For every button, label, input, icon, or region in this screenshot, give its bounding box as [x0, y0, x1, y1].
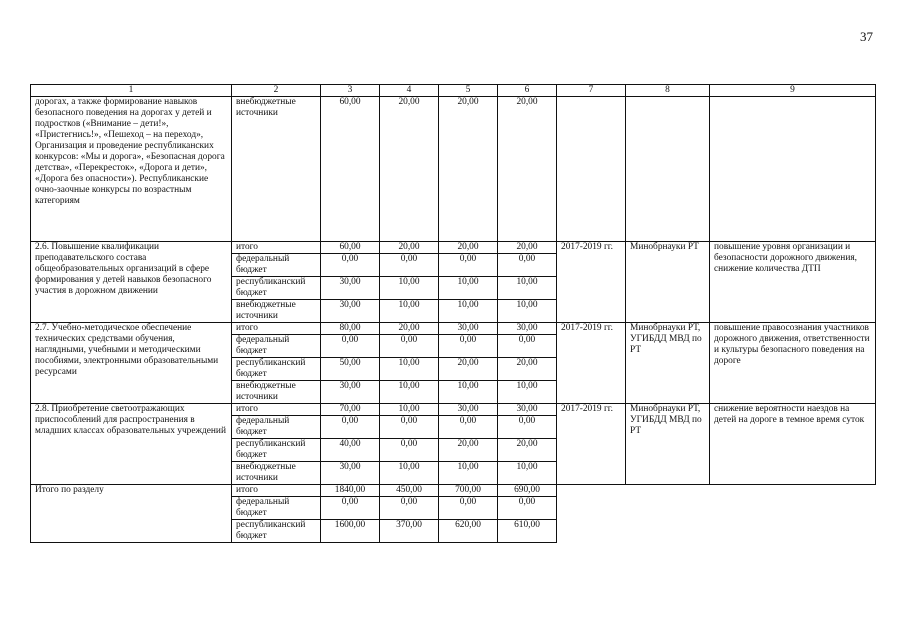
- period-cell: 2017-2019 гг.: [557, 404, 626, 485]
- header-col-3: 3: [321, 85, 380, 97]
- value-cell: 10,00: [380, 381, 439, 404]
- value-cell: 10,00: [380, 277, 439, 300]
- value-cell: 80,00: [321, 323, 380, 335]
- value-cell: 60,00: [321, 242, 380, 254]
- funding-source: внебюджетные источники: [232, 381, 321, 404]
- header-col-5: 5: [439, 85, 498, 97]
- result-cell: [710, 97, 876, 242]
- value-cell: 10,00: [498, 300, 557, 323]
- header-col-6: 6: [498, 85, 557, 97]
- measure-name: 2.6. Повышение квалификации преподавательского состава общеобразовательных организаций в сфере формирования у детей навыков безопасного участия в дорожном движении: [31, 242, 232, 323]
- value-cell: 20,00: [380, 242, 439, 254]
- executor-cell: Минобрнауки РТ, УГИБДД МВД по РТ: [626, 323, 710, 404]
- funding-source: республиканский бюджет: [232, 520, 321, 543]
- budget-table: [30, 84, 876, 543]
- value-cell: 20,00: [380, 323, 439, 335]
- value-cell: 20,00: [380, 97, 439, 242]
- total-value-cell: 0,00: [380, 497, 439, 520]
- total-value-cell: 620,00: [439, 520, 498, 543]
- value-cell: 30,00: [321, 381, 380, 404]
- value-cell: 10,00: [439, 300, 498, 323]
- total-value-cell: 610,00: [498, 520, 557, 543]
- value-cell: 30,00: [498, 323, 557, 335]
- total-value-cell: 700,00: [439, 485, 498, 497]
- value-cell: 10,00: [498, 462, 557, 485]
- value-cell: 20,00: [498, 242, 557, 254]
- value-cell: 40,00: [321, 439, 380, 462]
- period-cell: 2017-2019 гг.: [557, 242, 626, 323]
- value-cell: 10,00: [498, 381, 557, 404]
- value-cell: 0,00: [380, 439, 439, 462]
- value-cell: 0,00: [439, 254, 498, 277]
- executor-cell: Минобрнауки РТ, УГИБДД МВД по РТ: [626, 404, 710, 485]
- value-cell: 20,00: [498, 358, 557, 381]
- table-row: [31, 404, 876, 416]
- executor-cell: [626, 97, 710, 242]
- value-cell: 20,00: [439, 242, 498, 254]
- value-cell: 0,00: [498, 254, 557, 277]
- funding-source: федеральный бюджет: [232, 497, 321, 520]
- page-number: 37: [860, 29, 873, 44]
- value-cell: 10,00: [380, 462, 439, 485]
- value-cell: 20,00: [439, 358, 498, 381]
- value-cell: 30,00: [321, 300, 380, 323]
- value-cell: 20,00: [498, 97, 557, 242]
- header-col-9: 9: [710, 85, 876, 97]
- funding-source: итого: [232, 485, 321, 497]
- table-row: [31, 97, 876, 242]
- header-col-8: 8: [626, 85, 710, 97]
- result-cell: повышение правосознания участников дорожного движения, ответственности и культуры безопасного поведения на дороге: [710, 323, 876, 404]
- value-cell: 20,00: [498, 439, 557, 462]
- value-cell: 0,00: [380, 416, 439, 439]
- value-cell: 30,00: [498, 404, 557, 416]
- value-cell: 70,00: [321, 404, 380, 416]
- measure-name: 2.7. Учебно-методическое обеспечение технических средствами обучения, наглядными, учебными и методическими пособиями, электронными образовательными ресурсами: [31, 323, 232, 404]
- value-cell: 0,00: [321, 416, 380, 439]
- value-cell: 10,00: [380, 300, 439, 323]
- value-cell: 20,00: [439, 439, 498, 462]
- total-value-cell: 690,00: [498, 485, 557, 497]
- result-cell: снижение вероятности наездов на детей на дороге в темное время суток: [710, 404, 876, 485]
- executor-cell: Минобрнауки РТ: [626, 242, 710, 323]
- funding-source: республиканский бюджет: [232, 439, 321, 462]
- table-header-row: [31, 85, 876, 97]
- funding-source: внебюджетные источники: [232, 97, 321, 242]
- value-cell: 0,00: [498, 416, 557, 439]
- funding-source: итого: [232, 404, 321, 416]
- total-value-cell: 1600,00: [321, 520, 380, 543]
- value-cell: 10,00: [380, 404, 439, 416]
- funding-source: федеральный бюджет: [232, 416, 321, 439]
- value-cell: 50,00: [321, 358, 380, 381]
- table-row: [31, 242, 876, 254]
- value-cell: 30,00: [439, 404, 498, 416]
- value-cell: 30,00: [321, 277, 380, 300]
- funding-source: итого: [232, 323, 321, 335]
- funding-source: внебюджетные источники: [232, 462, 321, 485]
- value-cell: 0,00: [321, 335, 380, 358]
- period-cell: 2017-2019 гг.: [557, 323, 626, 404]
- value-cell: 0,00: [498, 335, 557, 358]
- value-cell: 10,00: [439, 462, 498, 485]
- value-cell: 0,00: [439, 335, 498, 358]
- empty-area: [557, 485, 876, 543]
- value-cell: 10,00: [439, 381, 498, 404]
- total-value-cell: 370,00: [380, 520, 439, 543]
- value-cell: 10,00: [439, 277, 498, 300]
- value-cell: 0,00: [321, 254, 380, 277]
- total-value-cell: 1840,00: [321, 485, 380, 497]
- value-cell: 30,00: [439, 323, 498, 335]
- total-value-cell: 0,00: [439, 497, 498, 520]
- result-cell: повышение уровня организации и безопасности дорожного движения, снижение количества ДТП: [710, 242, 876, 323]
- funding-source: республиканский бюджет: [232, 277, 321, 300]
- funding-source: итого: [232, 242, 321, 254]
- measure-name: 2.8. Приобретение светоотражающих приспособлений для распространения в младших классах образовательных учреждений: [31, 404, 232, 485]
- value-cell: 10,00: [380, 358, 439, 381]
- total-value-cell: 450,00: [380, 485, 439, 497]
- value-cell: 10,00: [498, 277, 557, 300]
- table-row: [31, 323, 876, 335]
- value-cell: 0,00: [380, 335, 439, 358]
- value-cell: 30,00: [321, 462, 380, 485]
- funding-source: республиканский бюджет: [232, 358, 321, 381]
- header-col-2: 2: [232, 85, 321, 97]
- value-cell: 0,00: [439, 416, 498, 439]
- funding-source: внебюджетные источники: [232, 300, 321, 323]
- measure-name-continued: дорогах, а также формирование навыков безопасного поведения на дорогах у детей и подростков («Внимание – дети!», «Пристегнись!», «Пешеход – на переход», Организация и проведение республиканских конкурсов: «Мы и дорога», «Безопасная дорога детства», «Перекресток», «Дорога и дети», «Дорога без опасности»). Республиканские очно-заочные конкурсы по возрастным категориям: [31, 97, 232, 242]
- header-col-1: 1: [31, 85, 232, 97]
- section-total-label: Итого по разделу: [31, 485, 232, 543]
- value-cell: 20,00: [439, 97, 498, 242]
- value-cell: 60,00: [321, 97, 380, 242]
- period-cell: [557, 97, 626, 242]
- funding-source: федеральный бюджет: [232, 254, 321, 277]
- funding-source: федеральный бюджет: [232, 335, 321, 358]
- table-row: [31, 485, 876, 497]
- total-value-cell: 0,00: [321, 497, 380, 520]
- value-cell: 0,00: [380, 254, 439, 277]
- total-value-cell: 0,00: [498, 497, 557, 520]
- header-col-4: 4: [380, 85, 439, 97]
- header-col-7: 7: [557, 85, 626, 97]
